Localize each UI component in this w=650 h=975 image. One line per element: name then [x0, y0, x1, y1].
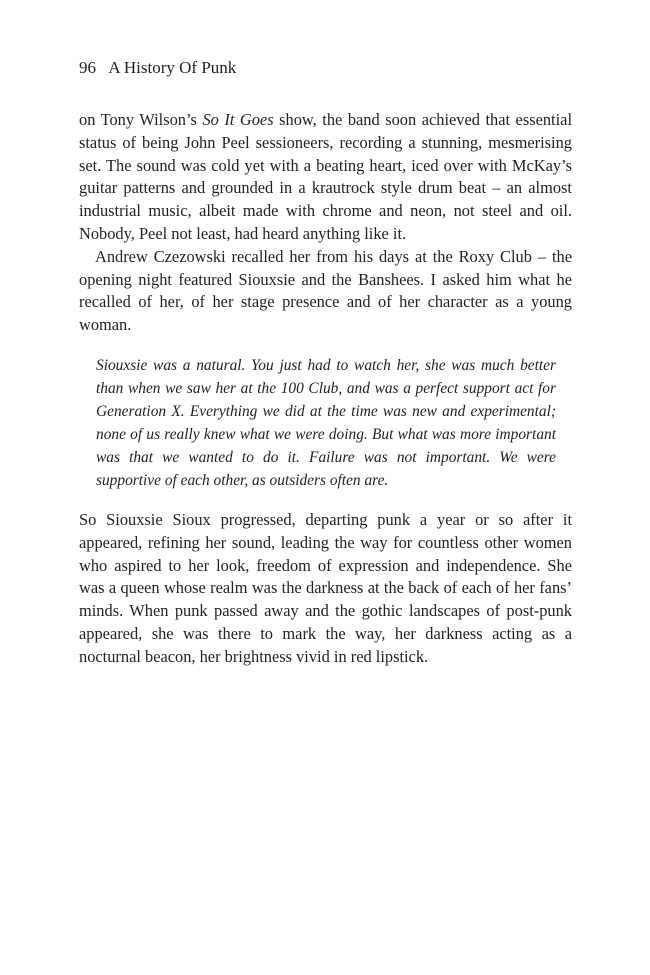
paragraph-text: on Tony Wilson’s [79, 110, 203, 129]
running-title: A History Of Punk [108, 58, 237, 77]
paragraph-siouxsie-sioux: So Siouxsie Sioux progressed, departing punk a year or so after it appeared, refining her sound, leading the way for countless other women who aspired to her look, freedom of expression and independence. She was a queen whose realm was the darkness at the back of each of her fans’ minds. When punk passed away and the gothic landscapes of post-punk appeared, she was there to mark the way, her darkness acting as a nocturnal beacon, her brightness vivid in red lipstick. [79, 509, 572, 666]
page-number: 96 [79, 58, 96, 77]
czezowski-quote: Siouxsie was a natural. You just had to watch her, she was much better than when we saw her at the 100 Club, and was a perfect support act for Generation X. Everything we did at the time was new and experimental; none of us really knew what we were doing. But what was more important was that we wanted to do it. Failure was not important. We were supportive of each other, as outsiders often are. [96, 356, 556, 489]
paragraph-so-it-goes [79, 109, 572, 246]
paragraph-text: show, the band soon achieved that essential status of being John Peel sessioneers, recording a stunning, mesmerising set. The sound was cold yet with a beating heart, iced over with McKay’s guitar patterns and grounded in a krautrock style drum beat – an almost industrial music, albeit made with chrome and neon, not steel and oil. Nobody, Peel not least, had heard anything like it. [79, 110, 572, 243]
paragraph-czezowski: Andrew Czezowski recalled her from his days at the Roxy Club – the opening night featured Siouxsie and the Banshees. I asked him what he recalled of her, of her stage presence and of her character as a young woman. [79, 246, 572, 335]
book-page [79, 56, 572, 669]
show-title: So It Goes [202, 110, 274, 129]
running-head [79, 56, 572, 80]
